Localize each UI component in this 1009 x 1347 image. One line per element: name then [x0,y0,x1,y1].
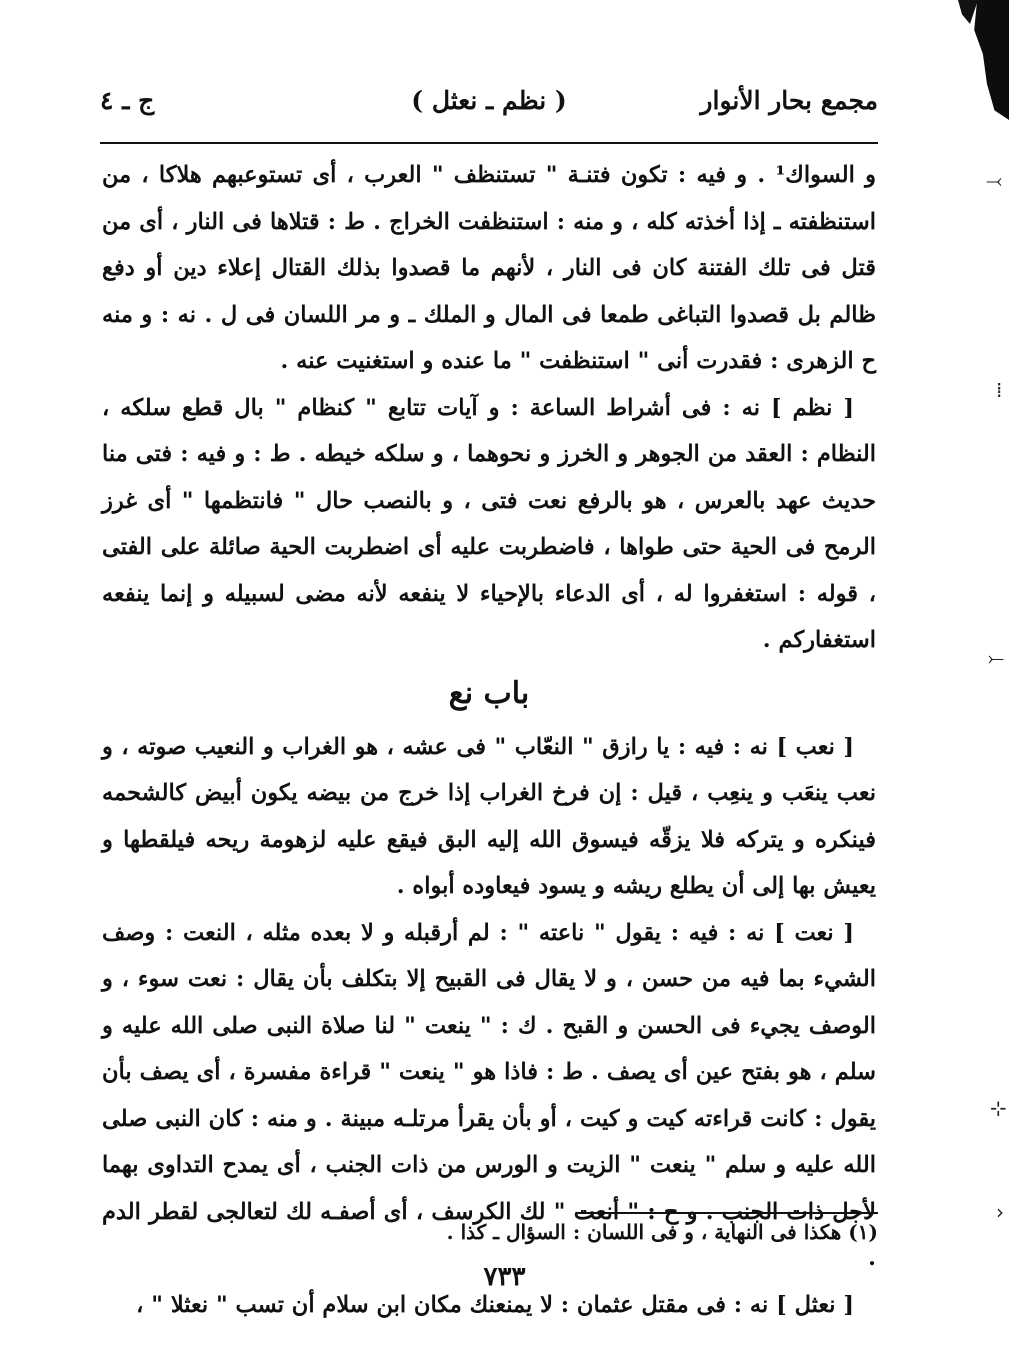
main-text [102,152,876,1328]
footnote-rule [578,1212,878,1214]
margin-mark-icon: ⊹ [990,1096,1007,1120]
margin-mark-icon: › [996,1200,1004,1224]
header-rule [100,142,878,144]
margin-mark-icon: ⤚ [988,646,1004,670]
running-header [100,86,878,128]
paragraph-nathal: [ نعثل ] نه : فى مقتل عثمان : لا يمنعنك مكان ابن سلام أن تسب " نعثلا " ، [136,1291,854,1318]
paragraph-nazf: و السواك¹ . و فيه : تكون فتنـة " تستنظف " العرب ، أى تستوعبهم هلاكا ، من استنظفته ـ إذا أخذته كله ، و منه : استنظفت الخراج . ط : قتلاها فى النار ، أى من قتل فى تلك الفتنة كان فى النار ، لأنهم ما قصدوا بذلك القتال إعلاء دين أو دفع ظالم بل قصدوا التباغى طمعا فى المال و الملك ـ و مر اللسان فى ل . نه : و منه ح الزهرى : فقدرت أنى " استنظفت " ما عنده و استغنيت عنه . [102,162,876,374]
paragraph-naat: [ نعت ] نه : فيه : يقول " ناعته " : لم أرقبله و لا بعده مثله ، النعت : وصف الشيء بما فيه من حسن ، و لا يقال فى القبيح إلا بتكلف بأن يقال : نعت سوء ، و الوصف يجيء فى الحسن و القبح . ك : " ينعت " لنا صلاة النبى صلى الله عليه و سلم ، هو بفتح عين أى يصف . ط : فاذا هو " ينعت " قراءة مفسرة ، أى يصف بأن يقول : كانت قراءته كيت و كيت ، أو بأن يقرأ مرتلـه مبينة . و منه : كان النبى صلى الله عليه و سلم " ينعت " الزيت و الورس من ذات الجنب ، أى يمدح التداوى بهما لأجل ذات الجنب . و ح : " أنعت " لك الكرسف ، أى أصفـه لك لتعالجى لقطر الدم . [102,919,876,1271]
volume-label: ج ـ ٤ [100,86,155,115]
footnote: (١) هكذا فى النهاية ، و فى اللسان : السؤال ـ كذا . [446,1220,878,1244]
scan-page-edge-fragment [958,0,978,24]
margin-mark-icon: ⁞ [996,378,1003,402]
section-range: ( نظم ـ نعثل ) [411,86,567,115]
paragraph-nazm: [ نظم ] نه : فى أشراط الساعة : و آيات تتابع " كنظام " بال قطع سلكه ، النظام : العقد من الجوهر و الخرز و نحوهما ، و سلكه خيطه . ط : و فيه : فتى منا حديث عهد بالعرس ، هو بالرفع نعت فتى ، و بالنصب حال " فانتظمها " أى غرز الرمح فى الحية حتى طواها ، فاضطربت عليه أى اضطربت الحية صائلة على الفتى ، قوله : استغفروا له ، أى الدعاء بالإحياء لا ينفعه لأنه مضى لسبيله و إنما ينفعه استغفاركم . [102,394,876,653]
book-title: مجمع بحار الأنوار [700,86,878,115]
scan-page-edge [951,0,1009,120]
chapter-heading: باب نع [448,675,530,711]
margin-mark-icon: ⤙ [986,168,1002,192]
paragraph-naab: [ نعب ] نه : فيه : يا رازق " النعّاب " فى عشه ، هو الغراب و النعيب صوته ، و نعب ينعَب و ينعِب ، قيل : إن فرخ الغراب إذا خرج من بيضه يكون أبيض كالشحمه فينكره و يتركه فلا يزقّه فيسوق الله إليه البق فيقع عليه لزهومة ريحه فيلقطها و يعيش بها إلى أن يطلع ريشه و يسود فيعاوده أبواه . [102,733,876,899]
page-number: ٧٣٣ [483,1262,526,1292]
